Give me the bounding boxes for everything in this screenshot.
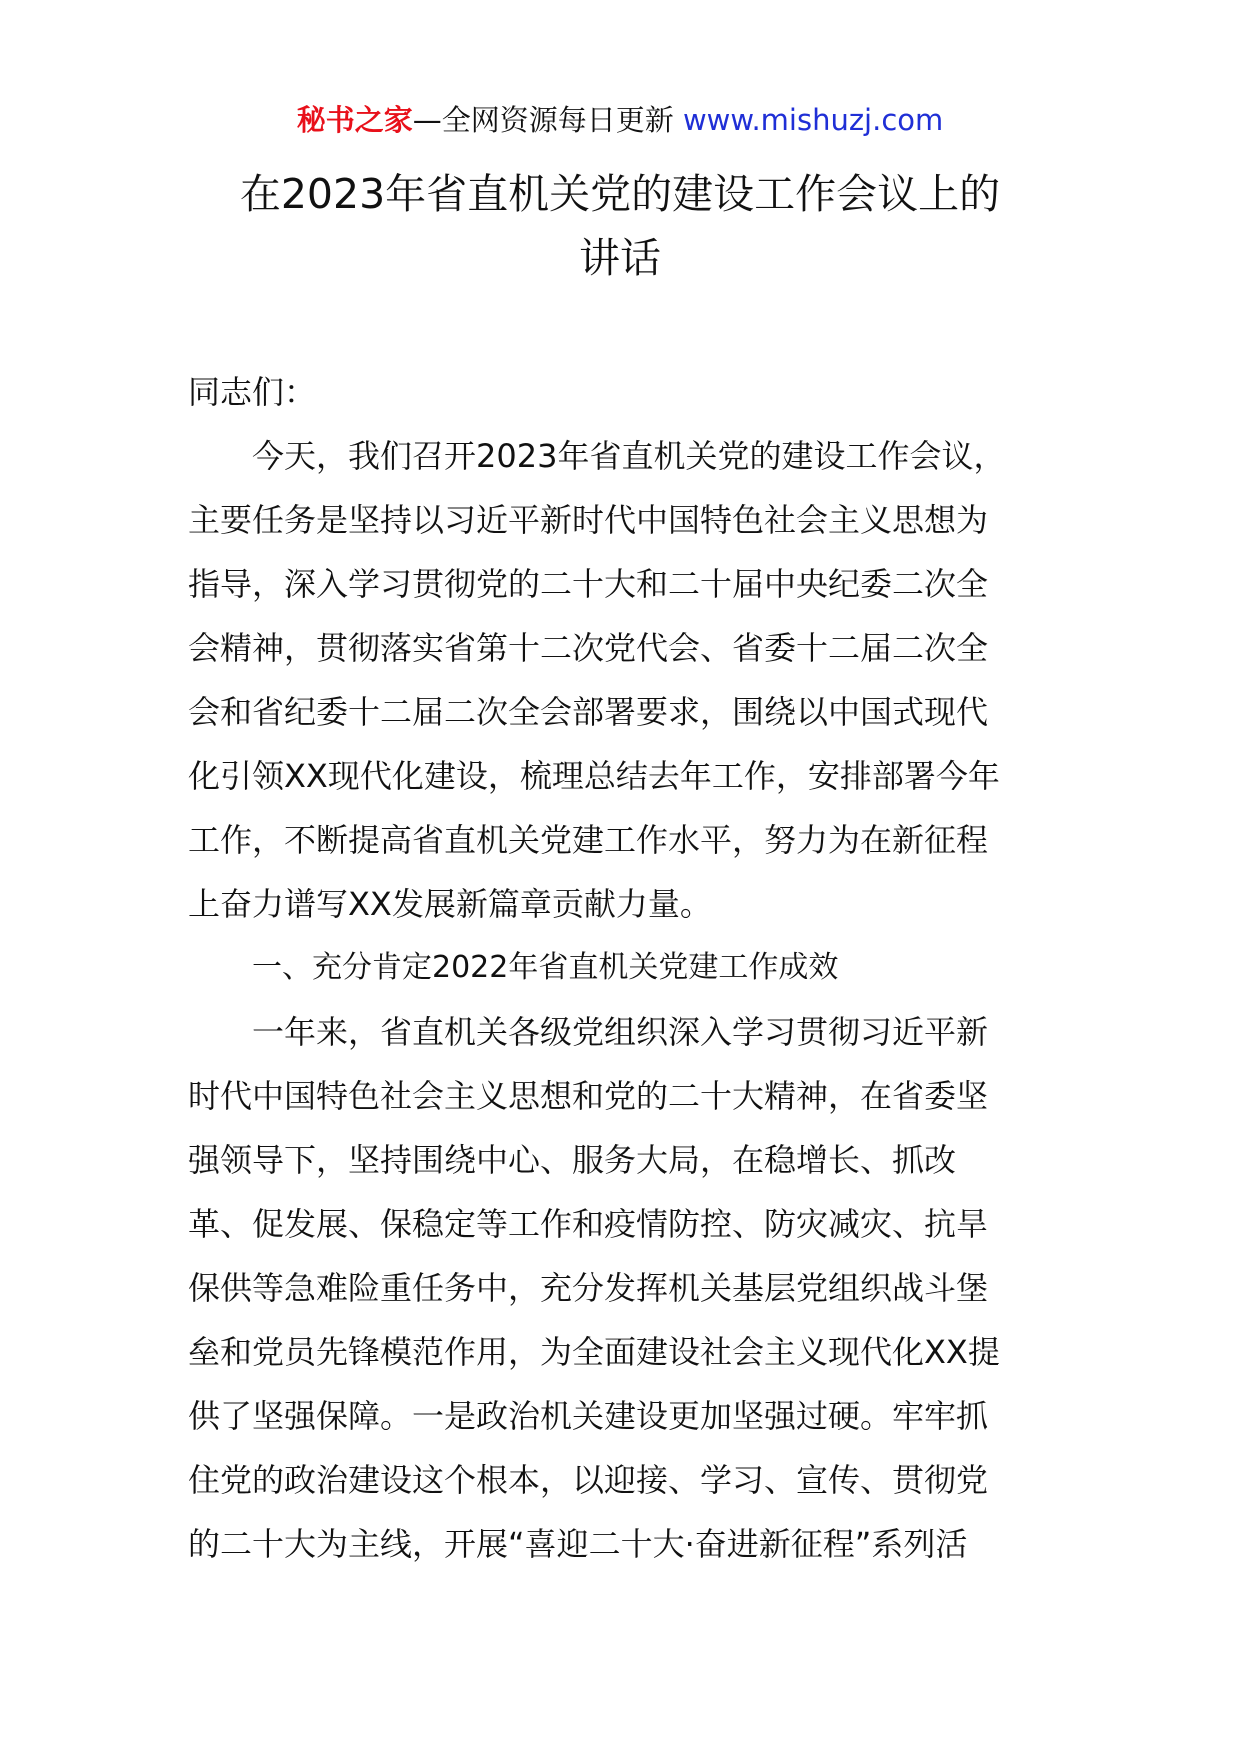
document-body bbox=[188, 360, 1068, 1576]
paragraph-1-line: 会和省纪委十二届二次全会部署要求，围绕以中国式现代 bbox=[188, 693, 989, 731]
paragraph-2-line: 供了坚强保障。一是政治机关建设更加坚强过硬。牢牢抓 bbox=[188, 1397, 989, 1435]
paragraph-2-line: 保供等急难险重任务中，充分发挥机关基层党组织战斗堡 bbox=[188, 1269, 989, 1307]
header-url-link[interactable]: www.mishuzj.com bbox=[682, 103, 944, 137]
paragraph-2-line: 强领导下，坚持围绕中心、服务大局，在稳增长、抓改 bbox=[188, 1141, 957, 1179]
paragraph-1-line: 今天，我们召开2023年省直机关党的建设工作会议， bbox=[252, 437, 1006, 475]
section-1-heading: 一、充分肯定2022年省直机关党建工作成效 bbox=[252, 950, 839, 985]
document-title bbox=[150, 162, 1090, 290]
salutation: 同志们： bbox=[188, 373, 317, 411]
paragraph-1-line: 指导，深入学习贯彻党的二十大和二十届中央纪委二次全 bbox=[188, 565, 989, 603]
paragraph-1-line: 上奋力谱写XX发展新篇章贡献力量。 bbox=[188, 885, 712, 923]
paragraph-1-line: 化引领XX现代化建设，梳理总结去年工作，安排部署今年 bbox=[188, 757, 1000, 795]
brand-name: 秘书之家 bbox=[296, 103, 413, 137]
header-banner bbox=[0, 100, 1240, 140]
paragraph-2-line: 住党的政治建设这个根本，以迎接、学习、宣传、贯彻党 bbox=[188, 1461, 989, 1499]
paragraph-1-line: 主要任务是坚持以习近平新时代中国特色社会主义思想为 bbox=[188, 501, 989, 539]
paragraph-2-line: 一年来，省直机关各级党组织深入学习贯彻习近平新 bbox=[252, 1013, 989, 1051]
paragraph-2-line: 时代中国特色社会主义思想和党的二十大精神，在省委坚 bbox=[188, 1077, 989, 1115]
title-line-2: 讲话 bbox=[579, 234, 661, 282]
paragraph-2-line: 的二十大为主线，开展“喜迎二十大·奋进新征程”系列活 bbox=[188, 1525, 968, 1563]
paragraph-1-line: 会精神，贯彻落实省第十二次党代会、省委十二届二次全 bbox=[188, 629, 989, 667]
paragraph-2-line: 垒和党员先锋模范作用，为全面建设社会主义现代化XX提 bbox=[188, 1333, 1000, 1371]
header-slogan: —全网资源每日更新 bbox=[412, 103, 683, 137]
title-line-1: 在2023年省直机关党的建设工作会议上的 bbox=[239, 170, 1001, 218]
paragraph-2-line: 革、促发展、保稳定等工作和疫情防控、防灾减灾、抗旱 bbox=[188, 1205, 989, 1243]
paragraph-1-line: 工作，不断提高省直机关党建工作水平，努力为在新征程 bbox=[188, 821, 989, 859]
